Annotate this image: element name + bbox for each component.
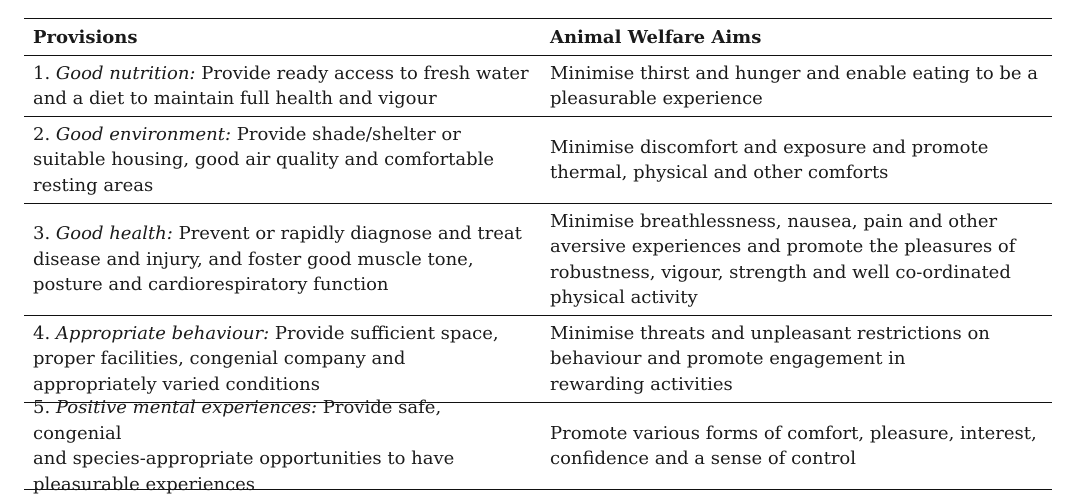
aim-line: Minimise threats and unpleasant restrictions on bbox=[550, 322, 990, 344]
provision-line: suitable housing, good air quality and comfortable bbox=[33, 149, 495, 171]
table-row bbox=[24, 117, 1052, 203]
aim-line: pleasurable experience bbox=[550, 88, 763, 109]
provision-text: Provide ready access to fresh water bbox=[201, 62, 529, 84]
provision-title: Good nutrition: bbox=[55, 62, 196, 84]
aim-line: Minimise thirst and hunger and enable eating to be a bbox=[550, 62, 1039, 84]
provision-line bbox=[33, 122, 530, 148]
provision-title: Appropriate behaviour: bbox=[55, 322, 270, 344]
provision-number: 1. bbox=[33, 62, 51, 84]
header-animal-welfare-aims: Animal Welfare Aims bbox=[550, 26, 762, 48]
provision-line bbox=[33, 395, 530, 446]
provision-text: Provide safe, congenial bbox=[33, 397, 442, 444]
table-row bbox=[24, 204, 1052, 315]
provision-line: pleasurable experiences bbox=[33, 473, 256, 495]
provision-title: Good environment: bbox=[55, 123, 232, 145]
aim-line: physical activity bbox=[550, 287, 698, 308]
provision-number: 3. bbox=[33, 223, 51, 245]
provision-title: Good health: bbox=[55, 223, 173, 245]
aim-line: robustness, vigour, strength and well co-ordinated bbox=[550, 261, 1011, 283]
table-row bbox=[24, 316, 1052, 402]
aim-cell bbox=[530, 135, 1052, 186]
provision-cell bbox=[24, 321, 530, 398]
aim-line: Minimise breathlessness, nausea, pain and other bbox=[550, 210, 998, 232]
aim-line: behaviour and promote engagement in bbox=[550, 348, 906, 370]
provision-line: disease and injury, and foster good muscle tone, bbox=[33, 248, 474, 270]
provision-line: and a diet to maintain full health and vigour bbox=[33, 88, 437, 109]
table-header-row bbox=[24, 19, 1052, 55]
aim-line: thermal, physical and other comforts bbox=[550, 162, 889, 183]
table-row bbox=[24, 397, 1052, 495]
table-row bbox=[24, 56, 1052, 116]
aim-line: Minimise discomfort and exposure and promote bbox=[550, 136, 989, 158]
provision-cell bbox=[24, 395, 530, 497]
provision-number: 5. bbox=[33, 397, 51, 418]
aim-cell bbox=[530, 321, 1052, 398]
provision-line bbox=[33, 221, 530, 247]
aim-line: rewarding activities bbox=[550, 373, 733, 395]
provision-line: proper facilities, congenial company and bbox=[33, 348, 406, 370]
aim-line: Promote various forms of comfort, pleasure, interest, bbox=[550, 422, 1037, 444]
provision-title: Positive mental experiences: bbox=[55, 397, 318, 418]
provision-text: Provide sufficient space, bbox=[274, 322, 499, 344]
aim-cell bbox=[530, 209, 1052, 311]
provision-cell bbox=[24, 221, 530, 298]
provision-text: Prevent or rapidly diagnose and treat bbox=[178, 223, 522, 245]
welfare-provisions-table bbox=[24, 18, 1052, 495]
provision-line: posture and cardiorespiratory function bbox=[33, 274, 389, 296]
aim-cell bbox=[530, 421, 1052, 472]
aim-line: confidence and a sense of control bbox=[550, 448, 857, 469]
provision-text: Provide shade/shelter or bbox=[236, 123, 461, 145]
provision-number: 2. bbox=[33, 123, 51, 145]
provision-cell bbox=[24, 61, 530, 112]
provision-line bbox=[33, 61, 530, 87]
aim-line: aversive experiences and promote the pleasures of bbox=[550, 236, 1016, 257]
provision-line: resting areas bbox=[33, 174, 154, 196]
provision-cell bbox=[24, 122, 530, 199]
aim-cell bbox=[530, 61, 1052, 112]
header-provisions: Provisions bbox=[33, 26, 138, 48]
provision-line bbox=[33, 321, 530, 347]
provision-number: 4. bbox=[33, 322, 51, 344]
provision-line: appropriately varied conditions bbox=[33, 373, 320, 395]
provision-line: and species-appropriate opportunities to have bbox=[33, 448, 455, 469]
